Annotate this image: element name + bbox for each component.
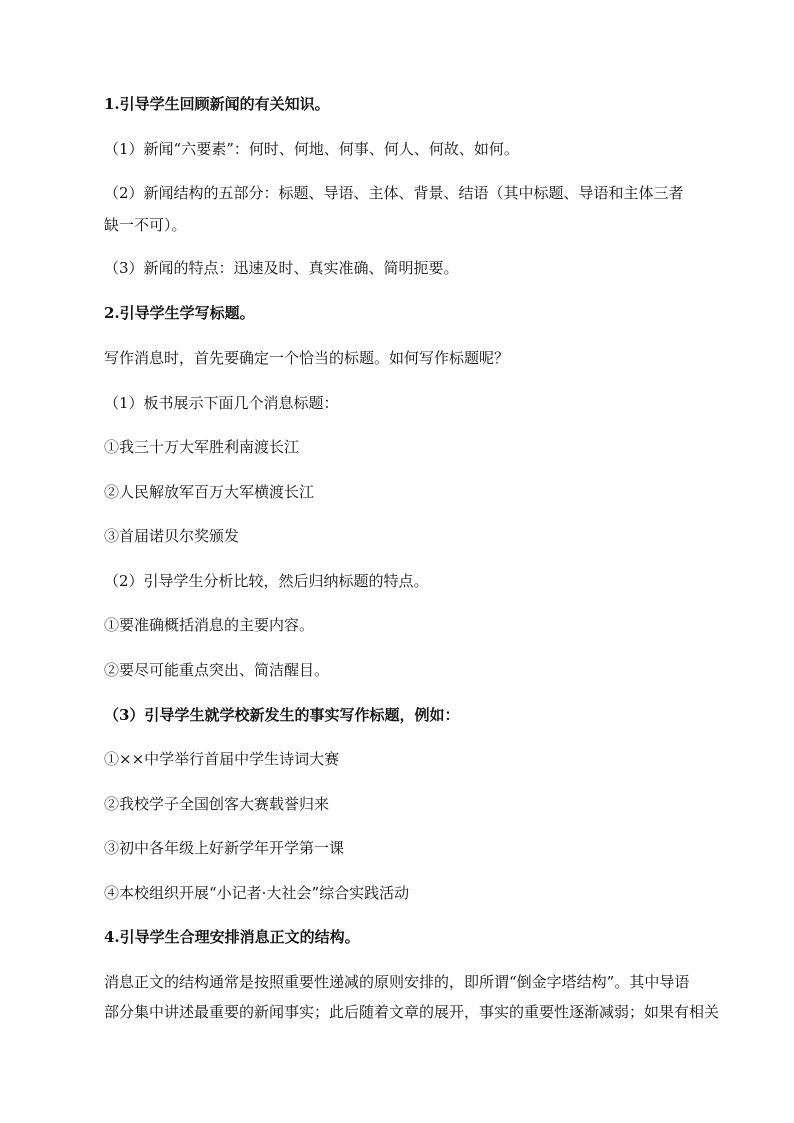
paragraph: （3）新闻的特点：迅速及时、真实准确、简明扼要。 [104,259,459,277]
list-item: ④本校组织开展“小记者·大社会”综合实践活动 [104,884,410,902]
list-item: ①要准确概括消息的主要内容。 [104,616,315,634]
list-item: ③初中各年级上好新学年开学第一课 [104,839,345,857]
section-heading-2: 2.引导学生学写标题。 [104,304,255,322]
list-item: ②我校学子全国创客大赛载誉归来 [104,795,330,813]
list-item: ①我三十万大军胜利南渡长江 [104,438,300,456]
list-item: ③首届诺贝尔奖颁发 [104,527,240,545]
paragraph-continuation: 部分集中讲述最重要的新闻事实；此后随着文章的展开，事实的重要性逐渐减弱；如果有相关 [104,1003,720,1021]
list-item: ②要尽可能重点突出、简洁醒目。 [104,661,330,679]
subheading: （3）引导学生就学校新发生的事实写作标题，例如： [104,706,460,724]
paragraph-continuation: 缺一不可）。 [104,216,187,234]
paragraph: 消息正文的结构通常是按照重要性递减的原则安排的，即所谓“倒金字塔结构”。其中导语 [104,973,690,991]
list-item: ②人民解放军百万大军横渡长江 [104,483,315,501]
list-item: ①××中学举行首届中学生诗词大赛 [104,750,340,768]
paragraph: （1）板书展示下面几个消息标题： [104,394,339,412]
paragraph: （1）新闻“六要素”：何时、何地、何事、何人、何故、如何。 [104,140,519,158]
section-heading-4: 4.引导学生合理安排消息正文的结构。 [104,928,360,946]
section-heading-1: 1.引导学生回顾新闻的有关知识。 [104,95,330,113]
paragraph: 写作消息时，首先要确定一个恰当的标题。如何写作标题呢？ [104,349,510,367]
paragraph: （2）引导学生分析比较，然后归纳标题的特点。 [104,572,429,590]
paragraph: （2）新闻结构的五部分：标题、导语、主体、背景、结语（其中标题、导语和主体三者 [104,184,684,202]
